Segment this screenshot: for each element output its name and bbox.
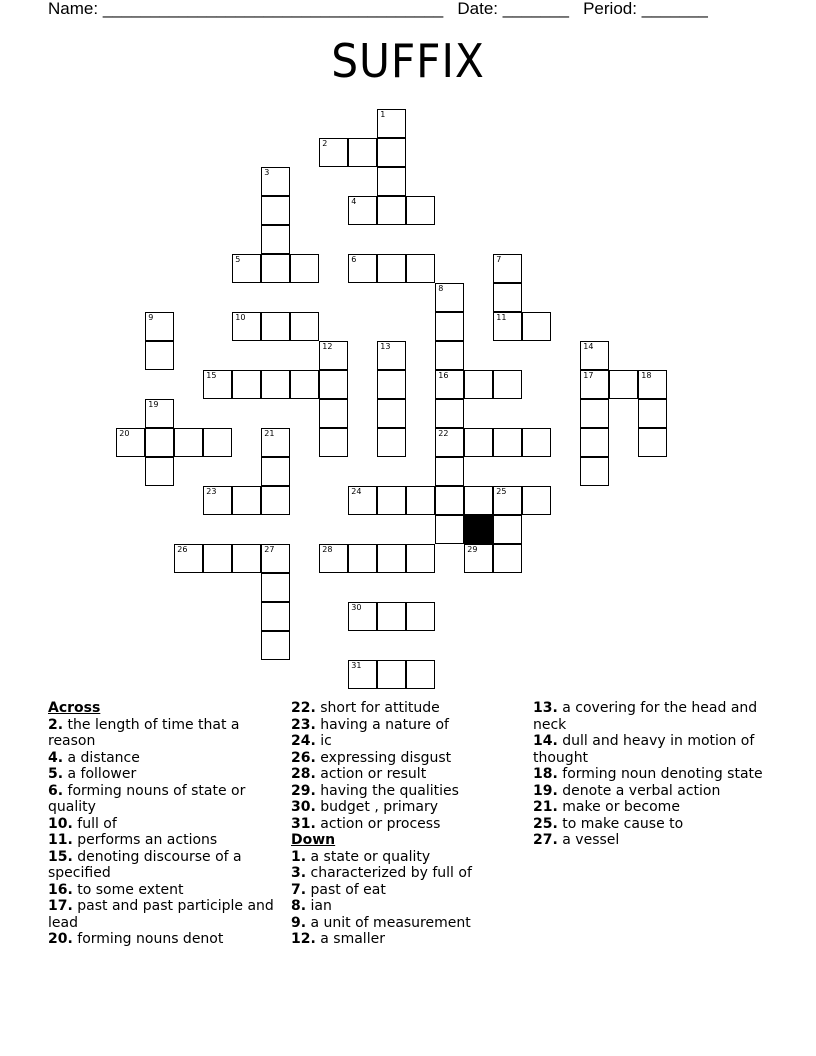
- date-field[interactable]: _______: [502, 0, 569, 18]
- period-label: Period:: [583, 0, 637, 18]
- cell-number: 5: [235, 255, 241, 265]
- clue-text: a distance: [63, 749, 140, 766]
- cell-number: 27: [264, 545, 275, 555]
- clue-text: a vessel: [557, 832, 620, 848]
- clue-number: 15.: [48, 848, 73, 865]
- grid-cell[interactable]: [435, 312, 464, 341]
- cell-number: 8: [438, 284, 444, 294]
- clue-text: denote a verbal action: [557, 782, 721, 799]
- grid-cell[interactable]: [232, 486, 261, 515]
- grid-cell[interactable]: [348, 544, 377, 573]
- cell-number: 11: [496, 313, 507, 323]
- clue-number: 5.: [48, 766, 64, 782]
- grid-cell[interactable]: [377, 196, 406, 225]
- clue-across: [291, 766, 526, 783]
- clue-text: a unit of measurement: [306, 914, 471, 931]
- grid-cell[interactable]: [145, 399, 174, 428]
- clue-number: 28.: [291, 766, 316, 782]
- clue-number: 11.: [48, 832, 73, 848]
- grid-cell[interactable]: [435, 486, 464, 515]
- cell-number: 22: [438, 429, 449, 439]
- clue-across: [291, 750, 526, 767]
- clue-number: 21.: [533, 799, 558, 815]
- clue-number: 30.: [291, 799, 316, 815]
- clue-across: [48, 882, 283, 899]
- cell-number: 10: [235, 313, 246, 323]
- grid-cell[interactable]: [638, 399, 667, 428]
- across-heading: Across: [48, 700, 101, 716]
- clue-text: past and past participle and lead: [48, 898, 274, 931]
- grid-cell[interactable]: [261, 544, 290, 573]
- grid-cell[interactable]: [580, 457, 609, 486]
- cell-number: 15: [206, 371, 217, 381]
- grid-cell[interactable]: [377, 660, 406, 689]
- clue-text: past of eat: [306, 881, 386, 898]
- clue-number: 12.: [291, 931, 316, 947]
- grid-cell[interactable]: [406, 544, 435, 573]
- grid-cell[interactable]: [319, 428, 348, 457]
- cell-number: 29: [467, 545, 478, 555]
- clue-text: budget , primary: [315, 799, 439, 815]
- clue-text: forming nouns of state or quality: [48, 782, 246, 815]
- grid-cell[interactable]: [377, 399, 406, 428]
- clue-text: denoting discourse of a specified: [48, 848, 242, 881]
- clue-number: 24.: [291, 733, 316, 749]
- clue-text: a smaller: [315, 931, 385, 947]
- clue-text: having the qualities: [315, 782, 459, 799]
- down-heading: Down: [291, 832, 336, 848]
- cell-number: 26: [177, 545, 188, 555]
- clue-text: forming noun denoting state: [557, 766, 763, 782]
- clue-down: [533, 700, 768, 733]
- grid-cell[interactable]: [348, 138, 377, 167]
- clue-down: [533, 816, 768, 833]
- cell-number: 31: [351, 661, 362, 671]
- grid-cell[interactable]: [377, 428, 406, 457]
- grid-cell[interactable]: [638, 370, 667, 399]
- clue-across: [48, 816, 283, 833]
- clue-across: [291, 816, 526, 833]
- grid-cell[interactable]: [638, 428, 667, 457]
- clues-column-3: [533, 700, 768, 849]
- grid-cell[interactable]: [377, 486, 406, 515]
- clue-number: 8.: [291, 898, 307, 914]
- grid-cell[interactable]: [232, 370, 261, 399]
- grid-cell[interactable]: [261, 167, 290, 196]
- grid-cell[interactable]: [232, 544, 261, 573]
- clue-across: [291, 783, 526, 800]
- cell-number: 3: [264, 168, 270, 178]
- grid-cell[interactable]: [435, 370, 464, 399]
- clue-number: 23.: [291, 716, 316, 733]
- clue-text: having a nature of: [315, 716, 449, 733]
- clue-number: 1.: [291, 848, 307, 865]
- grid-cell[interactable]: [493, 544, 522, 573]
- grid-cell[interactable]: [493, 428, 522, 457]
- cell-number: 4: [351, 197, 357, 207]
- clue-number: 6.: [48, 782, 64, 799]
- clue-down: [291, 915, 526, 932]
- grid-cell[interactable]: [261, 631, 290, 660]
- clue-text: a follower: [63, 766, 137, 782]
- grid-cell[interactable]: [493, 312, 522, 341]
- cell-number: 1: [380, 110, 386, 120]
- grid-cell[interactable]: [261, 196, 290, 225]
- clue-number: 7.: [291, 881, 307, 898]
- grid-cell[interactable]: [232, 312, 261, 341]
- grid-cell[interactable]: [580, 399, 609, 428]
- grid-cell[interactable]: [522, 486, 551, 515]
- grid-cell[interactable]: [145, 428, 174, 457]
- grid-cell[interactable]: [261, 486, 290, 515]
- clue-down: [533, 799, 768, 816]
- black-cell: [464, 515, 493, 544]
- grid-cell[interactable]: [609, 370, 638, 399]
- grid-cell[interactable]: [290, 370, 319, 399]
- clue-across: [48, 783, 283, 816]
- cell-number: 12: [322, 342, 333, 352]
- cell-number: 28: [322, 545, 333, 555]
- grid-cell[interactable]: [406, 196, 435, 225]
- grid-cell[interactable]: [377, 254, 406, 283]
- clue-across: [48, 766, 283, 783]
- clue-across: [291, 717, 526, 734]
- grid-cell[interactable]: [406, 254, 435, 283]
- clue-down: [291, 898, 526, 915]
- clue-number: 14.: [533, 733, 558, 749]
- grid-cell[interactable]: [435, 457, 464, 486]
- cell-number: 30: [351, 603, 362, 613]
- cell-number: 2: [322, 139, 328, 149]
- clue-text: make or become: [557, 799, 680, 815]
- clue-text: action or process: [315, 815, 441, 832]
- date-label: Date:: [457, 0, 498, 18]
- grid-cell[interactable]: [290, 254, 319, 283]
- cell-number: 20: [119, 429, 130, 439]
- grid-cell[interactable]: [319, 370, 348, 399]
- clue-number: 17.: [48, 898, 73, 914]
- clue-down: [533, 783, 768, 800]
- grid-cell[interactable]: [145, 312, 174, 341]
- clue-number: 26.: [291, 749, 316, 766]
- clues-column-2: [291, 700, 526, 948]
- clue-text: ic: [315, 733, 332, 749]
- clue-number: 19.: [533, 782, 558, 799]
- grid-cell[interactable]: [174, 544, 203, 573]
- grid-cell[interactable]: [261, 602, 290, 631]
- grid-cell[interactable]: [261, 573, 290, 602]
- grid-cell[interactable]: [261, 370, 290, 399]
- clue-number: 4.: [48, 749, 64, 766]
- clue-text: forming nouns denot: [72, 931, 224, 947]
- grid-cell[interactable]: [319, 544, 348, 573]
- grid-cell[interactable]: [145, 341, 174, 370]
- grid-cell[interactable]: [116, 428, 145, 457]
- clue-across: [48, 898, 283, 931]
- cell-number: 23: [206, 487, 217, 497]
- clue-across: [291, 799, 526, 816]
- clue-number: 2.: [48, 716, 64, 733]
- grid-cell[interactable]: [464, 370, 493, 399]
- grid-cell[interactable]: [493, 515, 522, 544]
- grid-cell[interactable]: [580, 428, 609, 457]
- clue-number: 13.: [533, 700, 558, 716]
- clue-text: to some extent: [72, 881, 184, 898]
- clue-number: 29.: [291, 782, 316, 799]
- grid-cell[interactable]: [522, 428, 551, 457]
- clue-text: performs an actions: [72, 832, 218, 848]
- grid-cell[interactable]: [493, 254, 522, 283]
- grid-cell[interactable]: [261, 457, 290, 486]
- grid-cell[interactable]: [377, 544, 406, 573]
- grid-cell[interactable]: [580, 370, 609, 399]
- clue-across: [48, 750, 283, 767]
- clue-number: 27.: [533, 832, 558, 848]
- clue-text: the length of time that a reason: [48, 716, 240, 749]
- cell-number: 7: [496, 255, 502, 265]
- clue-text: ian: [306, 898, 332, 914]
- clue-across: [291, 700, 526, 717]
- grid-cell[interactable]: [348, 486, 377, 515]
- grid-cell[interactable]: [406, 602, 435, 631]
- grid-cell[interactable]: [261, 254, 290, 283]
- clue-number: 10.: [48, 815, 73, 832]
- grid-cell[interactable]: [435, 428, 464, 457]
- name-field[interactable]: ____________________________________: [102, 0, 444, 18]
- clue-text: characterized by full of: [306, 865, 472, 881]
- grid-cell[interactable]: [203, 486, 232, 515]
- clue-down: [533, 832, 768, 849]
- grid-cell[interactable]: [203, 544, 232, 573]
- grid-cell[interactable]: [261, 312, 290, 341]
- cell-number: 18: [641, 371, 652, 381]
- clue-down: [291, 931, 526, 948]
- clue-down: [291, 849, 526, 866]
- cell-number: 19: [148, 400, 159, 410]
- clue-text: to make cause to: [557, 815, 684, 832]
- grid-cell[interactable]: [522, 312, 551, 341]
- grid-cell[interactable]: [493, 370, 522, 399]
- cell-number: 16: [438, 371, 449, 381]
- cell-number: 6: [351, 255, 357, 265]
- grid-cell[interactable]: [464, 486, 493, 515]
- clue-number: 9.: [291, 914, 307, 931]
- grid-cell[interactable]: [464, 428, 493, 457]
- grid-cell[interactable]: [493, 283, 522, 312]
- clue-down: [533, 733, 768, 766]
- grid-cell[interactable]: [348, 254, 377, 283]
- clue-across: [48, 849, 283, 882]
- clue-text: expressing disgust: [315, 749, 452, 766]
- grid-cell[interactable]: [580, 341, 609, 370]
- clue-across: [291, 733, 526, 750]
- cell-number: 21: [264, 429, 275, 439]
- cell-number: 25: [496, 487, 507, 497]
- grid-cell[interactable]: [406, 486, 435, 515]
- grid-cell[interactable]: [406, 660, 435, 689]
- grid-cell[interactable]: [203, 428, 232, 457]
- clue-number: 18.: [533, 766, 558, 782]
- clue-number: 3.: [291, 865, 307, 881]
- clue-text: action or result: [315, 766, 427, 782]
- clue-down: [291, 882, 526, 899]
- clue-text: a covering for the head and neck: [533, 700, 758, 733]
- page-title: SUFFIX: [331, 34, 485, 88]
- grid-cell[interactable]: [261, 225, 290, 254]
- grid-cell[interactable]: [290, 312, 319, 341]
- clue-across: [48, 931, 283, 948]
- clue-across: [48, 832, 283, 849]
- cell-number: 24: [351, 487, 362, 497]
- grid-cell[interactable]: [435, 399, 464, 428]
- cell-number: 13: [380, 342, 391, 352]
- grid-cell[interactable]: [203, 370, 232, 399]
- period-field[interactable]: _______: [641, 0, 708, 18]
- clues-column-1: [48, 700, 283, 948]
- grid-cell[interactable]: [435, 515, 464, 544]
- clue-number: 16.: [48, 881, 73, 898]
- clue-number: 25.: [533, 815, 558, 832]
- grid-cell[interactable]: [493, 486, 522, 515]
- cell-number: 14: [583, 342, 594, 352]
- clue-number: 22.: [291, 700, 316, 716]
- grid-cell[interactable]: [348, 196, 377, 225]
- grid-cell[interactable]: [377, 602, 406, 631]
- clue-down: [291, 865, 526, 882]
- clue-number: 20.: [48, 931, 73, 947]
- clue-text: a state or quality: [306, 848, 431, 865]
- clue-across: [48, 717, 283, 750]
- grid-cell[interactable]: [174, 428, 203, 457]
- grid-cell[interactable]: [435, 283, 464, 312]
- name-label: Name:: [48, 0, 99, 18]
- clue-number: 31.: [291, 815, 316, 832]
- grid-cell[interactable]: [348, 660, 377, 689]
- grid-cell[interactable]: [464, 544, 493, 573]
- grid-cell[interactable]: [435, 341, 464, 370]
- grid-cell[interactable]: [377, 109, 406, 138]
- grid-cell[interactable]: [377, 138, 406, 167]
- clue-text: full of: [72, 815, 117, 832]
- clue-down: [533, 766, 768, 783]
- clue-text: short for attitude: [315, 700, 440, 716]
- grid-cell[interactable]: [348, 602, 377, 631]
- grid-cell[interactable]: [145, 457, 174, 486]
- grid-cell[interactable]: [319, 341, 348, 370]
- grid-cell[interactable]: [232, 254, 261, 283]
- grid-cell[interactable]: [377, 370, 406, 399]
- clue-text: dull and heavy in motion of thought: [533, 733, 755, 766]
- grid-cell[interactable]: [319, 399, 348, 428]
- cell-number: 17: [583, 371, 594, 381]
- grid-cell[interactable]: [319, 138, 348, 167]
- grid-cell[interactable]: [261, 428, 290, 457]
- cell-number: 9: [148, 313, 154, 323]
- grid-cell[interactable]: [377, 341, 406, 370]
- grid-cell[interactable]: [377, 167, 406, 196]
